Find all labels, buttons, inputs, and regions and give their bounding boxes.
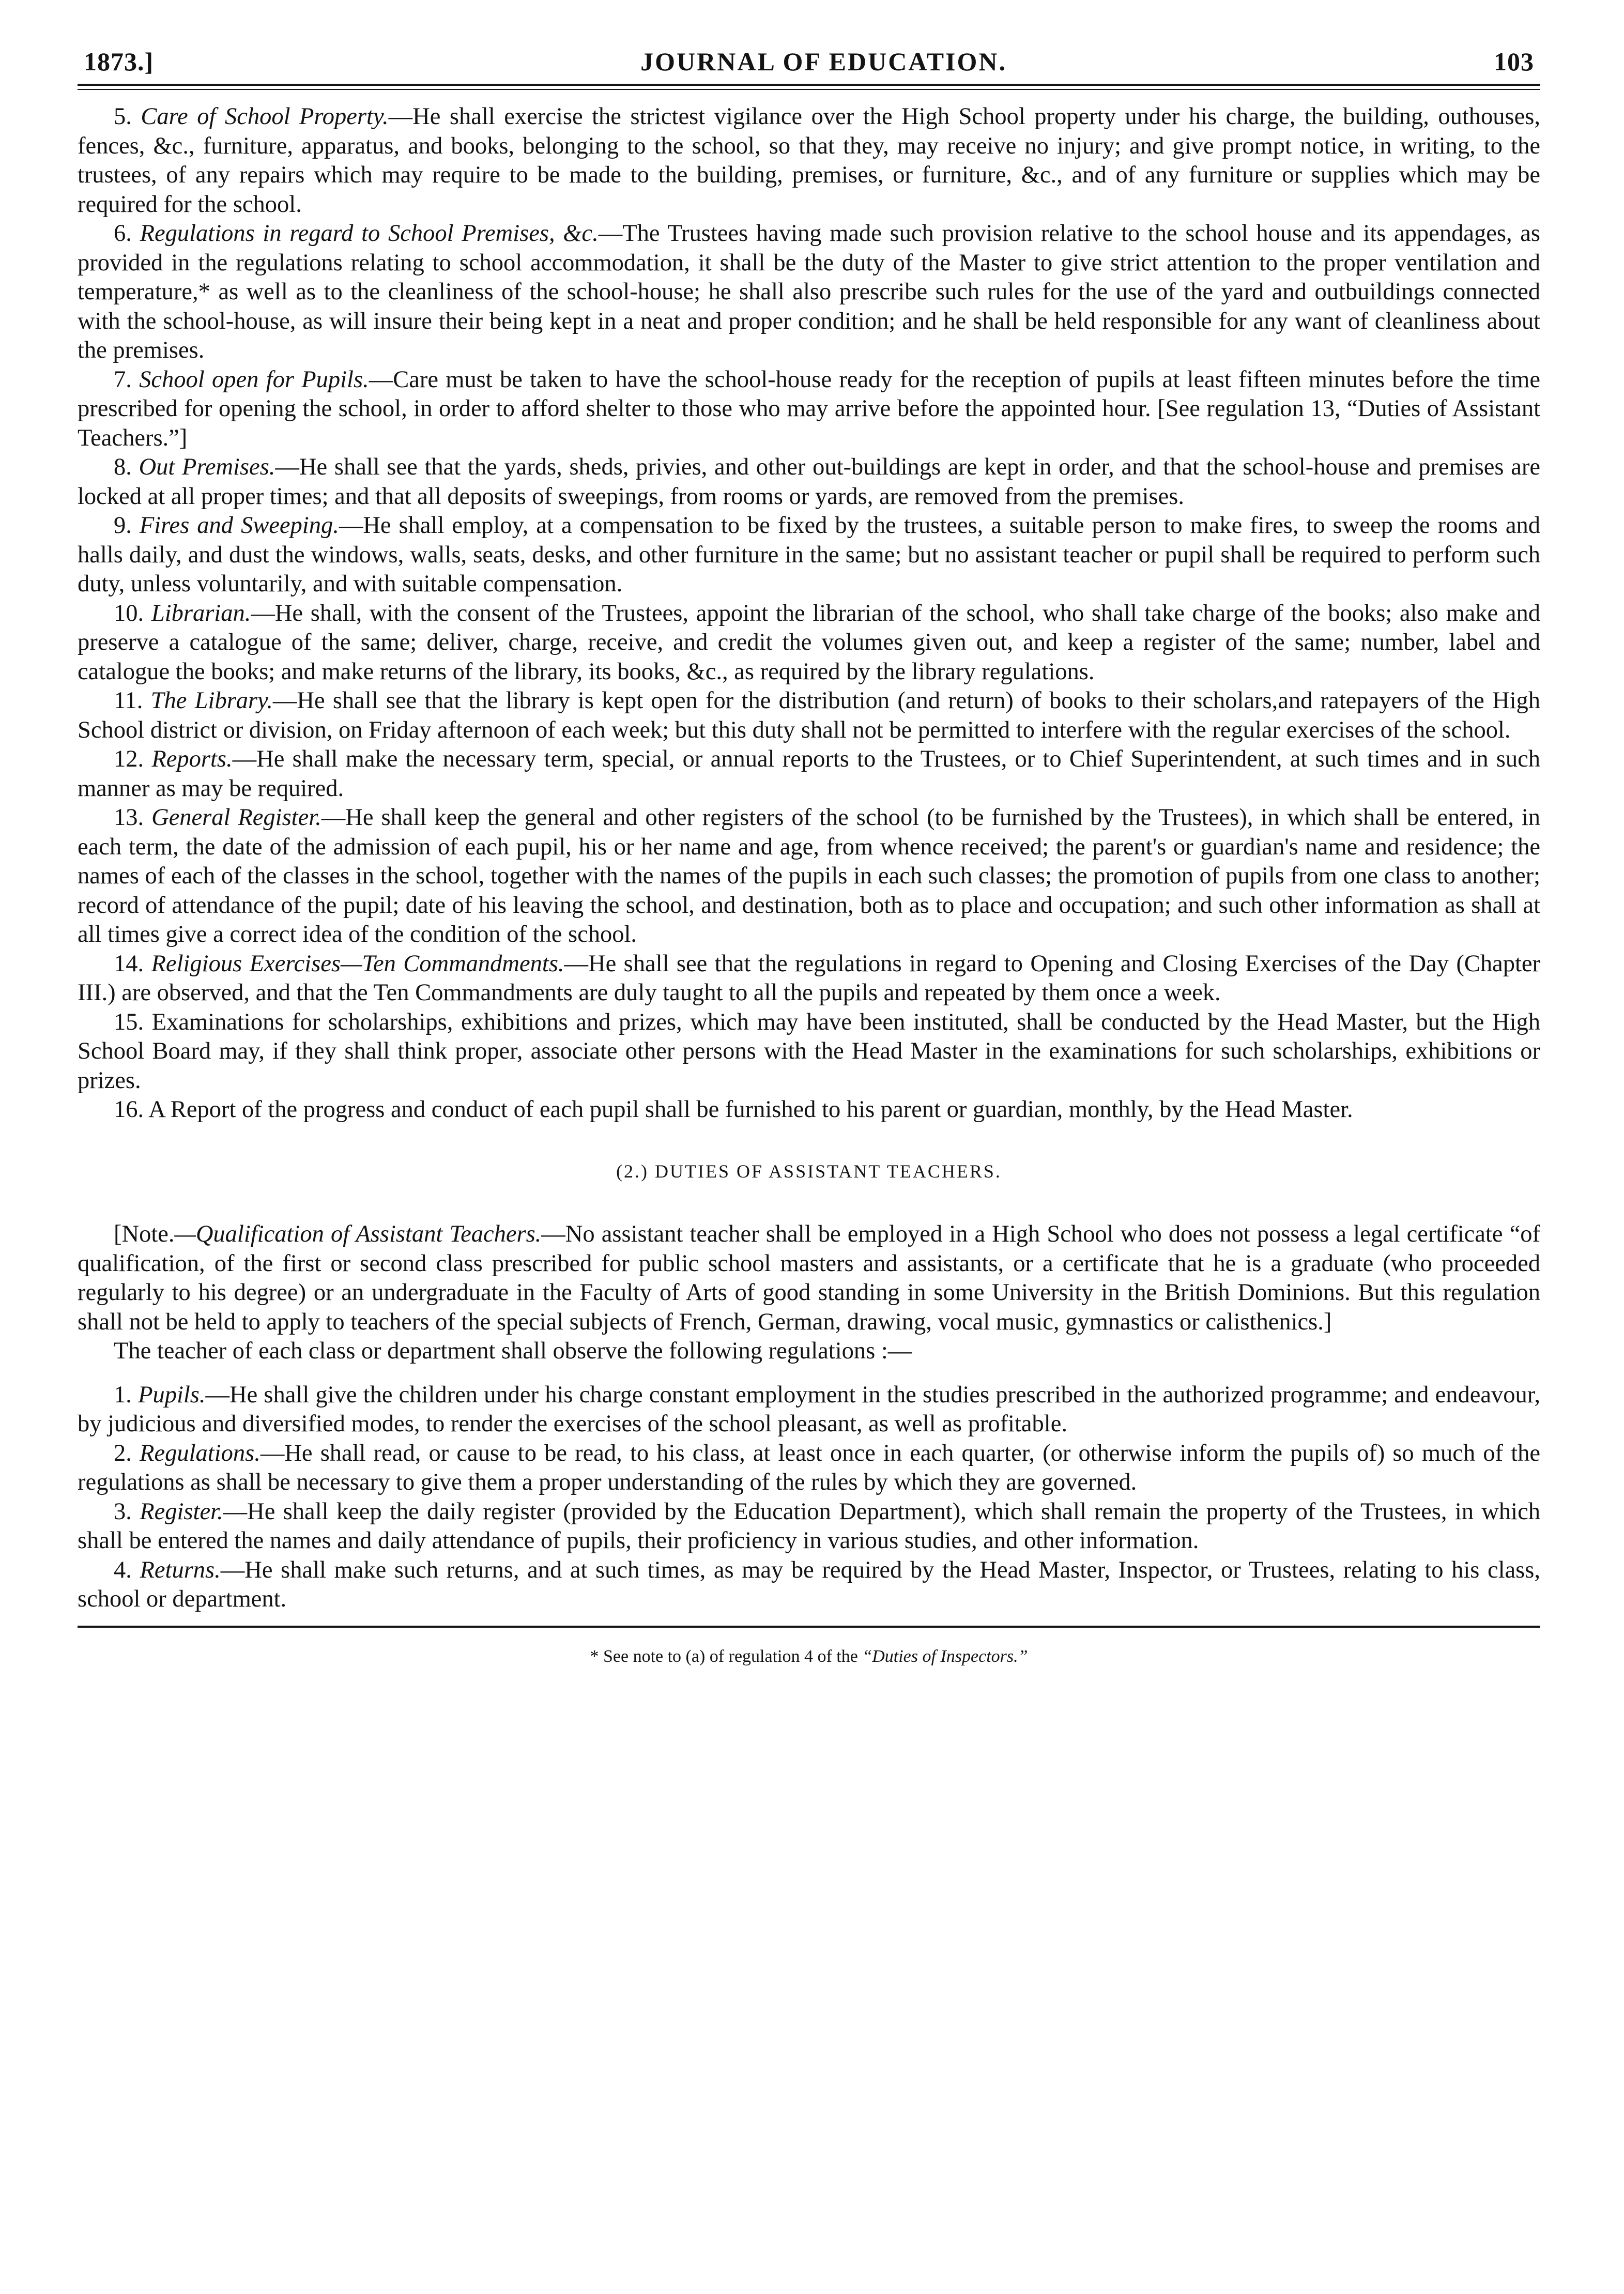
assistant-duties-list (78, 1381, 1540, 1614)
regulation-label: Care of School Property. (141, 103, 389, 130)
journal-page (78, 47, 1540, 1671)
header-rule (78, 84, 1540, 90)
regulation-number: 8. (114, 454, 132, 480)
regulation-label: Regulations in regard to School Premises, &c. (140, 220, 599, 247)
regulation-number: 5. (114, 103, 132, 130)
regulation-item (78, 745, 1540, 803)
regulation-item (78, 102, 1540, 219)
regulation-number: 16. (114, 1096, 144, 1123)
running-head (78, 47, 1540, 77)
regulation-number: 11. (114, 687, 143, 714)
regulation-label: School open for Pupils. (139, 366, 369, 393)
regulation-label: The Library. (150, 687, 273, 714)
regulation-number: 9. (114, 512, 132, 539)
regulation-text: —He shall see that the yards, sheds, privies, and other out-buildings are kept in order, and that the school-house and premises are locked at all proper times; and that all deposits of sweepings, from rooms or yards, are removed from the premises. (78, 454, 1541, 510)
regulation-label: Regulations. (140, 1440, 261, 1466)
regulation-text: —He shall read, or cause to be read, to his class, at least once in each quarter, (or otherwise inform the pupils of) so much of the regulations as shall be necessary to give them a proper understanding of the rules by which they are governed. (78, 1440, 1541, 1495)
regulation-text: A Report of the progress and conduct of each pupil shall be furnished to his parent or guardian, monthly, by the Head Master. (148, 1096, 1353, 1123)
regulation-item (78, 950, 1540, 1008)
regulation-number: 7. (114, 366, 132, 393)
regulation-number: 15. (114, 1008, 144, 1035)
regulation-label: Reports. (151, 746, 233, 772)
journal-title: JOURNAL OF EDUCATION. (640, 47, 1007, 76)
footnote-rule (78, 1626, 1540, 1628)
regulations-intro: The teacher of each class or department shall observe the following regulations :— (114, 1338, 912, 1364)
regulation-text: —He shall exercise the strictest vigilance over the High School property under his charge, the building, outhouses, fences, &c., furniture, apparatus, and books, belonging to the school, so that they, may receive no injury; and give prompt notice, in writing, to the trustees, of any repairs which may require to be made to the building, premises, or furniture, &c., and of any furniture or supplies which may be required for the school. (78, 103, 1541, 218)
regulation-number: 1. (114, 1381, 132, 1408)
regulation-item (78, 599, 1540, 687)
regulation-number: 2. (114, 1440, 132, 1466)
regulation-number: 14. (114, 950, 144, 977)
regulation-item (78, 1095, 1540, 1125)
regulation-text: —He shall keep the daily register (provided by the Education Department), which shall remain the property of the Trustees, in which shall be entered the names and daily attendance of pupils, their proficiency in various studies, and other information. (78, 1498, 1540, 1554)
regulation-label: Returns. (140, 1556, 221, 1583)
footnote (78, 1642, 1540, 1672)
regulation-label: Out Premises. (139, 454, 275, 480)
regulation-text: —The Trustees having made such provision relative to the school house and its appendages, as provided in the regulations relating to school accommodation, it shall be the duty of the Master to give strict attention to the proper ventilation and temperature,* as well as to the cleanliness of the school-house; he shall also prescribe such rules for the use of the yard and outbuildings connected with the school-house, as will insure their being kept in a neat and proper condition; and he shall be held responsible for any want of cleanliness about the premises. (78, 220, 1540, 363)
regulation-item (78, 1381, 1540, 1439)
regulation-item (78, 1008, 1540, 1096)
regulation-text: —He shall make such returns, and at such times, as may be required by the Head Master, Inspector, or Trustees, relating to his class, school or department. (78, 1556, 1540, 1612)
regulation-text: —Care must be taken to have the school-house ready for the reception of pupils at least fifteen minutes before the time prescribed for opening the school, in order to afford shelter to those who may arrive before the appointed hour. [See regulation 13, “Duties of Assistant Teachers.”] (78, 366, 1540, 451)
regulation-number: 13. (114, 804, 144, 831)
note-prefix: [Note. (114, 1221, 175, 1247)
header-year: 1873.] (84, 47, 154, 76)
regulation-number: 6. (114, 220, 132, 247)
regulation-number: 12. (114, 746, 144, 772)
regulation-number: 4. (114, 1556, 132, 1583)
regulation-item (78, 1439, 1540, 1497)
regulation-item (78, 219, 1540, 365)
regulation-item (78, 511, 1540, 599)
page-number: 103 (1494, 47, 1534, 76)
note-label: —Qualification of Assistant Teachers. (174, 1221, 542, 1247)
regulation-item (78, 365, 1540, 453)
regulation-text: —He shall see that the regulations in regard to Opening and Closing Exercises of the Day (Chapter III.) are observed, and that the Ten Commandments are duly taught to all the pupils and repeated by them once a week. (78, 950, 1541, 1006)
regulation-item (78, 1556, 1540, 1614)
regulation-text: —He shall see that the library is kept open for the distribution (and return) of books to their scholars,and ratepayers of the High School district or division, on Friday afternoon of each week; but this duty shall not be permitted to interfere with the regular exercises of the school. (78, 687, 1541, 743)
regulation-text: —He shall make the necessary term, special, or annual reports to the Trustees, or to Chief Superintendent, at such times and in such manner as may be required. (78, 746, 1540, 802)
regulation-item (78, 803, 1540, 950)
regulation-text: Examinations for scholarships, exhibitions and prizes, which may have been instituted, shall be conducted by the Head Master, but the High School Board may, if they shall think proper, associate other persons with the Head Master in the examinations for such scholarships, exhibitions or prizes. (78, 1008, 1540, 1094)
footnote-text: * See note to (a) of regulation 4 of the (590, 1646, 863, 1666)
regulation-number: 10. (114, 600, 144, 626)
regulation-number: 3. (114, 1498, 132, 1525)
body-text (78, 102, 1540, 1671)
note-text: —No assistant teacher shall be employed in a High School who does not possess a legal certificate “of qualification, of the first or second class prescribed for public school masters and assistants, or a certificate that he is a graduate (who proceeded regularly to his degree) or an undergraduate in the Faculty of Arts of good standing in some University in the British Dominions. But this regulation shall not be held to apply to teachers of the special subjects of French, German, drawing, vocal music, gymnastics or calisthenics.] (78, 1221, 1540, 1335)
regulation-item (78, 453, 1540, 511)
regulation-label: Religious Exercises—Ten Commandments. (151, 950, 564, 977)
regulation-label: Register. (140, 1498, 223, 1525)
head-master-duties-list (78, 102, 1540, 1125)
footnote-italic: “Duties of Inspectors.” (862, 1646, 1028, 1666)
regulation-label: Pupils. (138, 1381, 206, 1408)
regulation-text: —He shall keep the general and other registers of the school (to be furnished by the Trustees), in which shall be entered, in each term, the date of the admission of each pupil, his or her name and age, from whence received; the parent's or guardian's name and residence; the names of each of the classes in the school, together with the names of the pupils in each such classes; the promotion of pupils from one class to another; record of attendance of the pupil; date of his leaving the school, and destination, both as to place and occupation; and such other information as shall at all times give a correct idea of the condition of the school. (78, 804, 1541, 947)
regulation-label: Librarian. (151, 600, 251, 626)
regulation-item (78, 1497, 1540, 1556)
regulation-text: —He shall employ, at a compensation to be fixed by the trustees, a suitable person to make fires, to sweep the rooms and halls daily, and dust the windows, walls, seats, desks, and other furniture in the same; but no assistant teacher or pupil shall be required to perform such duty, unless voluntarily, and with suitable compensation. (78, 512, 1540, 597)
qualification-note (78, 1220, 1540, 1337)
regulation-item (78, 686, 1540, 745)
section-heading: (2.) DUTIES OF ASSISTANT TEACHERS. (616, 1160, 1002, 1182)
regulation-text: —He shall, with the consent of the Trustees, appoint the librarian of the school, who shall take charge of the books; also make and preserve a catalogue of the same; deliver, charge, receive, and credit the volumes given out, and keep a register of the same; number, label and catalogue the books; and make returns of the library, its books, &c., as required by the library regulations. (78, 600, 1541, 685)
regulation-label: General Register. (151, 804, 321, 831)
regulation-text: —He shall give the children under his charge constant employment in the studies prescribed in the authorized programme; and endeavour, by judicious and diversified modes, to render the exercises of the school pleasant, as well as profitable. (78, 1381, 1541, 1437)
regulation-label: Fires and Sweeping. (139, 512, 339, 539)
